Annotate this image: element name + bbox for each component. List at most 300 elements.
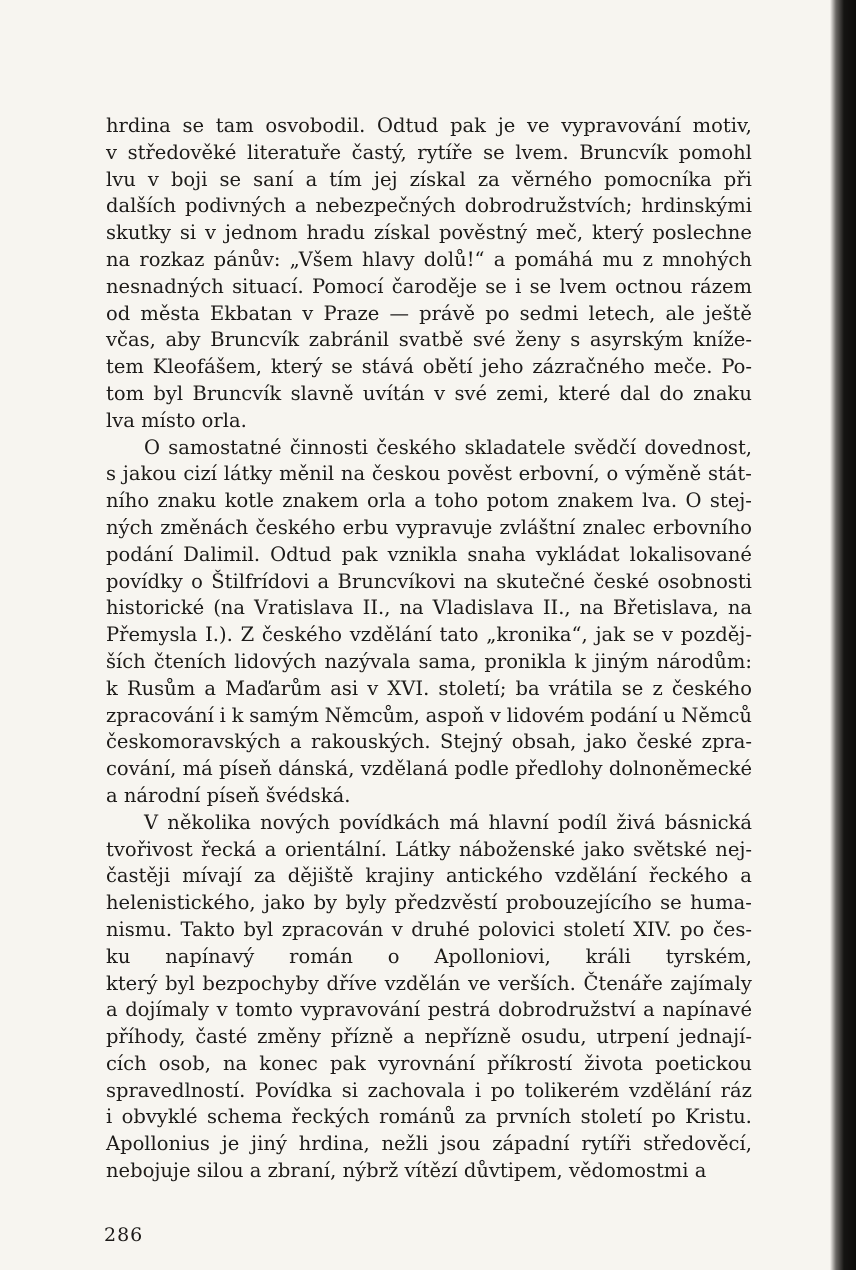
word: Kleofášem, bbox=[152, 355, 262, 379]
text-line bbox=[106, 917, 752, 944]
word: jako bbox=[585, 730, 628, 754]
word: jiný bbox=[251, 1132, 287, 1156]
word: rázem bbox=[690, 274, 752, 298]
text-line bbox=[106, 167, 752, 194]
word: Dalimil. bbox=[183, 542, 261, 566]
word: Ekbatan bbox=[209, 301, 293, 325]
word: hrdina, bbox=[298, 1132, 370, 1156]
text-line bbox=[106, 435, 752, 462]
word: pak bbox=[450, 114, 487, 137]
word: nazývala bbox=[324, 649, 411, 673]
word: Bruncvík bbox=[192, 381, 282, 405]
word: by bbox=[313, 891, 338, 915]
word: ších bbox=[106, 649, 146, 673]
word: tyrském, bbox=[665, 944, 752, 968]
word: a bbox=[403, 1025, 415, 1049]
word: při bbox=[723, 167, 752, 191]
text-line bbox=[106, 1131, 752, 1158]
word: verších. bbox=[498, 971, 576, 995]
word: u bbox=[663, 703, 676, 727]
word: po bbox=[651, 1105, 676, 1129]
word: asyrským bbox=[589, 328, 684, 352]
word: českou bbox=[371, 462, 441, 486]
word: Z bbox=[240, 623, 255, 647]
word: meče. bbox=[653, 355, 713, 379]
word: byl bbox=[243, 917, 274, 941]
word: osvobodil. bbox=[265, 114, 366, 137]
word: středověké bbox=[127, 140, 237, 164]
word: znakem bbox=[282, 489, 359, 513]
word: obětí bbox=[422, 355, 473, 379]
word: se bbox=[483, 140, 505, 164]
word: je bbox=[221, 1132, 240, 1156]
word: se bbox=[182, 114, 205, 137]
text-line bbox=[106, 810, 752, 837]
word: i bbox=[106, 1105, 113, 1129]
word: v bbox=[204, 221, 216, 245]
word: v bbox=[367, 676, 379, 700]
word: asi bbox=[330, 676, 359, 700]
word: mu bbox=[602, 247, 634, 271]
word: helenistického, bbox=[106, 891, 256, 915]
word: motiv, bbox=[692, 114, 752, 137]
word: erbu bbox=[342, 515, 389, 539]
word: Štilfrídovi bbox=[211, 569, 310, 593]
word: rytíře bbox=[417, 140, 473, 164]
body-text bbox=[106, 113, 752, 1185]
word: a bbox=[204, 676, 216, 700]
word: od bbox=[106, 301, 131, 325]
word: — bbox=[389, 301, 409, 325]
word: o bbox=[191, 569, 203, 593]
word: osob, bbox=[158, 1051, 211, 1075]
word: i bbox=[219, 703, 226, 727]
word: historické bbox=[106, 596, 205, 620]
word: a bbox=[305, 167, 318, 191]
word: v bbox=[216, 998, 228, 1022]
word: vědomostmi bbox=[568, 1159, 689, 1183]
word: v bbox=[662, 623, 674, 647]
word: vznikla bbox=[387, 542, 458, 566]
word: právě bbox=[419, 301, 476, 325]
word: pak bbox=[341, 542, 378, 566]
text-line bbox=[106, 676, 752, 703]
word: výměně bbox=[625, 462, 702, 486]
word: dal bbox=[619, 381, 651, 405]
word: v bbox=[391, 917, 403, 941]
word: potom bbox=[486, 489, 549, 513]
word: situací. bbox=[232, 274, 304, 298]
text-line bbox=[106, 1024, 752, 1051]
word: čteních bbox=[153, 649, 227, 673]
word: se bbox=[660, 891, 682, 915]
word: po bbox=[680, 917, 705, 941]
word: I.). bbox=[205, 623, 233, 647]
word: lva bbox=[106, 408, 135, 432]
word: čes- bbox=[712, 917, 752, 941]
word: osudu, bbox=[521, 1025, 587, 1049]
word: silou bbox=[196, 1159, 244, 1183]
word: pozděj- bbox=[680, 623, 752, 647]
word: ku bbox=[106, 944, 131, 968]
word: na bbox=[579, 596, 604, 620]
word: a bbox=[493, 247, 506, 271]
word: králi bbox=[585, 944, 631, 968]
word: lvem. bbox=[515, 140, 569, 164]
word: důvtipem, bbox=[463, 1159, 563, 1183]
word: získal bbox=[409, 167, 466, 191]
word: století; bbox=[438, 676, 507, 700]
word: Němců bbox=[681, 703, 752, 727]
word: jeho bbox=[481, 355, 524, 379]
text-line bbox=[106, 301, 752, 328]
word: stej- bbox=[709, 489, 752, 513]
word: Apolloniovi, bbox=[434, 944, 551, 968]
word: tím bbox=[329, 167, 362, 191]
word: v bbox=[434, 381, 446, 405]
word: tom bbox=[106, 381, 145, 405]
word: napínavé bbox=[662, 998, 752, 1022]
word: O bbox=[144, 435, 160, 459]
word: orla. bbox=[201, 408, 247, 432]
word: dříve bbox=[326, 971, 378, 995]
word: hlavy bbox=[362, 247, 415, 271]
word: časté bbox=[195, 1025, 248, 1049]
text-line bbox=[106, 703, 752, 730]
word: dalších bbox=[106, 194, 177, 218]
word: švédská. bbox=[265, 783, 351, 807]
word: orla bbox=[367, 489, 406, 513]
word: vypravování bbox=[300, 998, 421, 1022]
word: Apollonius bbox=[106, 1132, 210, 1156]
word: v bbox=[302, 301, 314, 325]
word: je bbox=[497, 114, 516, 137]
word: pomáhá bbox=[514, 247, 594, 271]
word: vrátila bbox=[548, 676, 613, 700]
word: zpracován bbox=[281, 917, 384, 941]
word: který bbox=[106, 971, 158, 995]
word: k bbox=[106, 676, 118, 700]
text-line bbox=[106, 997, 752, 1024]
word: poetickou bbox=[655, 1051, 752, 1075]
word: náboženské bbox=[458, 837, 576, 861]
word: místo bbox=[141, 408, 196, 432]
word: národní bbox=[123, 783, 201, 807]
word: Vladislava bbox=[432, 596, 534, 620]
word: podání bbox=[106, 542, 174, 566]
word: „Všem bbox=[289, 247, 353, 271]
word: Rusům bbox=[126, 676, 196, 700]
word: utrpení bbox=[596, 1025, 669, 1049]
text-line bbox=[106, 595, 752, 622]
word: do bbox=[659, 381, 684, 405]
word: častěji bbox=[106, 864, 171, 888]
word: dějiště bbox=[287, 864, 354, 888]
word: českomoravských bbox=[106, 730, 281, 754]
word: vzdělání bbox=[554, 864, 637, 888]
word: vzdělání bbox=[349, 623, 432, 647]
word: za bbox=[464, 1105, 487, 1129]
word: se bbox=[485, 274, 507, 298]
word: meč, bbox=[535, 221, 584, 245]
word: konec bbox=[259, 1051, 318, 1075]
word: za bbox=[253, 864, 276, 888]
word: snaha bbox=[467, 542, 526, 566]
word: české bbox=[593, 569, 650, 593]
text-line bbox=[106, 569, 752, 596]
word: tvořivost bbox=[106, 837, 193, 861]
word: přízně bbox=[330, 1025, 394, 1049]
word: se bbox=[621, 676, 644, 700]
word: aby bbox=[165, 328, 201, 352]
word: řeckého bbox=[648, 864, 729, 888]
word: hrdinskými bbox=[641, 194, 752, 218]
word: stává bbox=[361, 355, 414, 379]
word: řeckých bbox=[291, 1105, 370, 1129]
word: si bbox=[179, 221, 197, 245]
word: změny bbox=[257, 1025, 321, 1049]
word: živá bbox=[616, 810, 656, 834]
word: národům: bbox=[656, 649, 752, 673]
word: k bbox=[231, 703, 244, 727]
word: II., bbox=[362, 596, 391, 620]
word: antického bbox=[446, 864, 543, 888]
word: nebezpečných bbox=[315, 194, 456, 218]
word: světské bbox=[633, 837, 707, 861]
word: a bbox=[643, 998, 655, 1022]
word: nismu. bbox=[106, 917, 173, 941]
word: (na bbox=[213, 596, 246, 620]
word: O bbox=[685, 489, 702, 513]
word: nesnadných bbox=[106, 274, 224, 298]
text-line bbox=[106, 515, 752, 542]
word: znalec bbox=[582, 515, 646, 539]
word: aspoň bbox=[425, 703, 485, 727]
word: jak bbox=[595, 623, 625, 647]
word: v bbox=[106, 140, 118, 164]
word: předlohy bbox=[515, 757, 603, 781]
word: pánův: bbox=[213, 247, 281, 271]
text-line bbox=[106, 1078, 752, 1105]
word: zachovala bbox=[367, 1078, 466, 1102]
word: Bruncvík bbox=[210, 328, 300, 352]
text-line bbox=[106, 649, 752, 676]
word: orientální. bbox=[284, 837, 387, 861]
word: „kronika“, bbox=[486, 623, 588, 647]
word: v bbox=[147, 167, 159, 191]
paragraph bbox=[106, 113, 752, 435]
word: ního bbox=[106, 489, 150, 513]
word: vykládat bbox=[535, 542, 620, 566]
word: erbovní, bbox=[518, 462, 600, 486]
word: lvem bbox=[559, 274, 607, 298]
text-line bbox=[106, 837, 752, 864]
word: Po- bbox=[721, 355, 752, 379]
word: Odtud bbox=[377, 114, 439, 137]
word: a bbox=[106, 783, 118, 807]
word: píseň bbox=[219, 757, 272, 781]
word: své bbox=[454, 381, 488, 405]
word: Takto bbox=[180, 917, 236, 941]
word: byl bbox=[153, 381, 184, 405]
word: byl bbox=[165, 971, 195, 995]
word: obsah, bbox=[511, 730, 577, 754]
word: cích bbox=[106, 1051, 147, 1075]
word: jednom bbox=[224, 221, 298, 245]
word: kotle bbox=[224, 489, 274, 513]
word: V bbox=[144, 810, 159, 834]
word: skutečné bbox=[496, 569, 585, 593]
word: bezpochyby bbox=[202, 971, 319, 995]
word: samým bbox=[249, 703, 319, 727]
word: a bbox=[694, 1159, 707, 1183]
text-line bbox=[106, 327, 752, 354]
word: století bbox=[563, 917, 625, 941]
word: polovici bbox=[478, 917, 555, 941]
word: a bbox=[264, 837, 277, 861]
word: po bbox=[485, 301, 510, 325]
word: sama, bbox=[418, 649, 477, 673]
word: toho bbox=[434, 489, 479, 513]
word: dovednost, bbox=[644, 435, 752, 459]
word: zbraní, bbox=[267, 1159, 337, 1183]
word: z bbox=[652, 676, 663, 700]
word: pronikla bbox=[484, 649, 567, 673]
page-number: 286 bbox=[104, 1224, 144, 1246]
text-line bbox=[106, 971, 752, 998]
word: dolnoněmecké bbox=[608, 757, 752, 781]
word: saní bbox=[253, 167, 294, 191]
word: tolikerém bbox=[524, 1078, 620, 1102]
word: tam bbox=[215, 114, 254, 137]
word: a bbox=[317, 569, 330, 593]
word: sedmi bbox=[519, 301, 579, 325]
word: zvláštní bbox=[499, 515, 576, 539]
word: slavně bbox=[290, 381, 354, 405]
word: zpra- bbox=[701, 730, 752, 754]
paragraph bbox=[106, 435, 752, 810]
word: s bbox=[106, 462, 117, 486]
word: se bbox=[219, 167, 242, 191]
word: vypravování bbox=[561, 114, 681, 137]
word: si bbox=[341, 1078, 359, 1102]
word: nebojuje bbox=[106, 1159, 191, 1183]
word: v bbox=[489, 703, 501, 727]
word: Bruncvík bbox=[579, 140, 669, 164]
word: pověstný bbox=[438, 221, 528, 245]
word: ale bbox=[665, 301, 695, 325]
text-line bbox=[106, 488, 752, 515]
word: podíl bbox=[557, 810, 608, 834]
word: českého bbox=[255, 515, 336, 539]
word: má bbox=[449, 810, 480, 834]
word: letech, bbox=[588, 301, 656, 325]
word: na bbox=[727, 596, 752, 620]
paragraph bbox=[106, 810, 752, 1185]
word: českého bbox=[261, 623, 343, 647]
word: o bbox=[387, 944, 400, 968]
word: se bbox=[331, 355, 353, 379]
word: Bruncvíkovi bbox=[337, 569, 456, 593]
word: II., bbox=[542, 596, 571, 620]
word: ráz bbox=[720, 1078, 752, 1102]
word: octnou bbox=[615, 274, 683, 298]
word: věrného bbox=[511, 167, 593, 191]
word: a bbox=[106, 998, 118, 1022]
word: se bbox=[529, 274, 552, 298]
word: Povídka bbox=[254, 1078, 333, 1102]
word: na bbox=[340, 462, 366, 486]
word: cování, bbox=[106, 757, 177, 781]
word: a bbox=[414, 489, 426, 513]
word: básnická bbox=[664, 810, 752, 834]
word: dobrodružství bbox=[498, 998, 636, 1022]
word: hlavní bbox=[488, 810, 549, 834]
word: Břetislava, bbox=[612, 596, 719, 620]
word: Maďarům bbox=[225, 676, 322, 700]
word: povídky bbox=[106, 569, 183, 593]
word: i bbox=[474, 1078, 482, 1102]
word: kníže- bbox=[692, 328, 752, 352]
word: života bbox=[584, 1051, 643, 1075]
text-line bbox=[106, 890, 752, 917]
text-line bbox=[106, 113, 752, 140]
word: znaku bbox=[693, 381, 752, 405]
word: na bbox=[463, 569, 488, 593]
word: jsou bbox=[440, 1132, 481, 1156]
word: píseň bbox=[206, 783, 260, 807]
word: lidových bbox=[234, 649, 317, 673]
word: který bbox=[591, 221, 644, 245]
word: hrdina bbox=[106, 114, 171, 137]
word: schema bbox=[206, 1105, 283, 1129]
text-line bbox=[106, 756, 752, 783]
word: západní bbox=[492, 1132, 570, 1156]
word: na bbox=[399, 596, 424, 620]
word: Čtenáře bbox=[583, 971, 663, 995]
word: tato bbox=[439, 623, 479, 647]
word: nýbrž bbox=[342, 1159, 399, 1183]
word: dojímaly bbox=[125, 998, 210, 1022]
word: příhody, bbox=[106, 1025, 186, 1049]
word: k bbox=[574, 649, 587, 673]
word: pestrá bbox=[427, 998, 491, 1022]
word: který bbox=[270, 355, 323, 379]
word: povídkách bbox=[339, 810, 440, 834]
word: lidovém bbox=[506, 703, 585, 727]
word: skutky bbox=[106, 221, 172, 245]
word: ba bbox=[515, 676, 540, 700]
word: pomocníka bbox=[604, 167, 712, 191]
word: ve bbox=[527, 114, 550, 137]
word: čaroděje bbox=[391, 274, 477, 298]
word: vítězí bbox=[404, 1159, 458, 1183]
word: a bbox=[289, 730, 302, 754]
word: zajímaly bbox=[670, 971, 752, 995]
word: Němcům, bbox=[324, 703, 420, 727]
word: měnil bbox=[279, 462, 335, 486]
word: Látky bbox=[395, 837, 451, 861]
word: Kristu. bbox=[685, 1105, 752, 1129]
word: města bbox=[140, 301, 200, 325]
word: probouzejícího bbox=[505, 891, 652, 915]
text-line bbox=[106, 863, 752, 890]
word: nežli bbox=[381, 1132, 429, 1156]
word: znakem bbox=[557, 489, 634, 513]
word: boji bbox=[170, 167, 208, 191]
text-line bbox=[106, 622, 752, 649]
word: řecká bbox=[201, 837, 257, 861]
